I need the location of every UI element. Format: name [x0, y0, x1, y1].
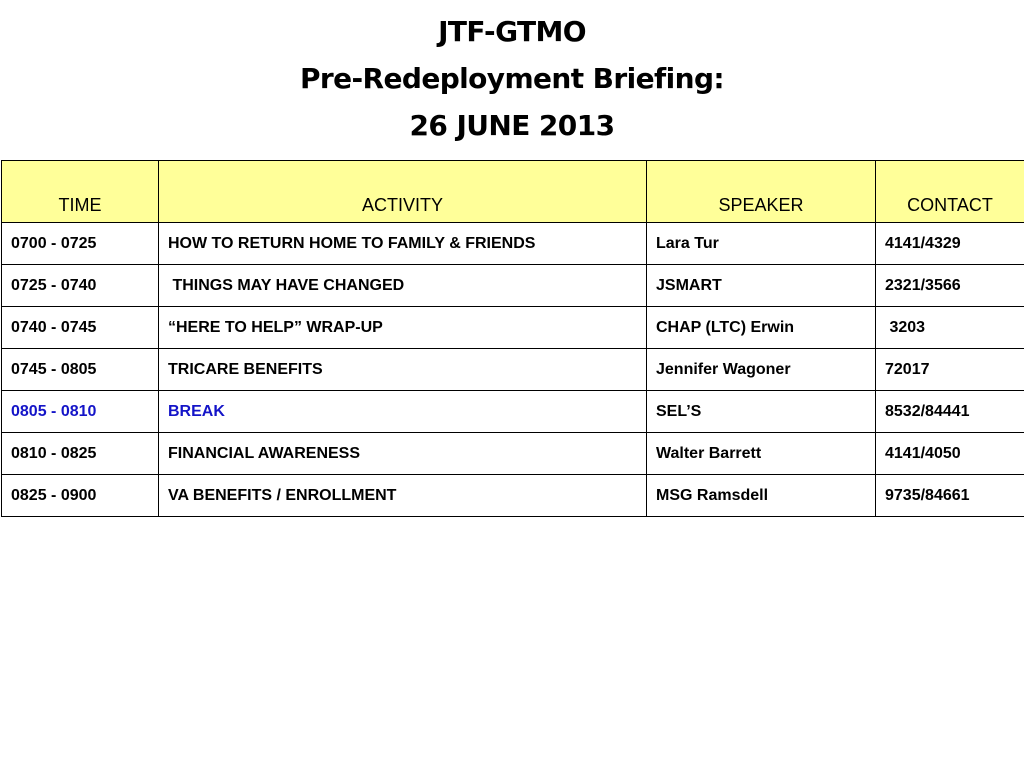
table-row: [2, 265, 1024, 307]
title-line-organization: JTF-GTMO: [438, 15, 586, 48]
column-header-time: TIME: [2, 161, 159, 223]
activity-cell: FINANCIAL AWARENESS: [159, 433, 647, 475]
time-cell: 0740 - 0745: [2, 307, 159, 349]
time-cell: 0745 - 0805: [2, 349, 159, 391]
speaker-cell: JSMART: [647, 265, 876, 307]
activity-cell: THINGS MAY HAVE CHANGED: [159, 265, 647, 307]
speaker-cell: CHAP (LTC) Erwin: [647, 307, 876, 349]
table-row-break: [2, 391, 1024, 433]
time-cell: 0725 - 0740: [2, 265, 159, 307]
page-title: [0, 8, 1024, 149]
header-row: [2, 161, 1024, 223]
speaker-cell: Lara Tur: [647, 223, 876, 265]
activity-cell: VA BENEFITS / ENROLLMENT: [159, 475, 647, 517]
activity-cell: BREAK: [159, 391, 647, 433]
speaker-cell: Walter Barrett: [647, 433, 876, 475]
speaker-cell: MSG Ramsdell: [647, 475, 876, 517]
contact-cell: 9735/84661: [876, 475, 1024, 517]
time-cell: 0700 - 0725: [2, 223, 159, 265]
contact-cell: 72017: [876, 349, 1024, 391]
column-header-speaker: SPEAKER: [647, 161, 876, 223]
title-line-event: Pre-Redeployment Briefing:: [300, 62, 724, 95]
activity-cell: HOW TO RETURN HOME TO FAMILY & FRIENDS: [159, 223, 647, 265]
table-row: [2, 307, 1024, 349]
speaker-cell: Jennifer Wagoner: [647, 349, 876, 391]
speaker-cell: SEL’S: [647, 391, 876, 433]
table-row: [2, 433, 1024, 475]
time-cell: 0825 - 0900: [2, 475, 159, 517]
activity-cell: “HERE TO HELP” WRAP-UP: [159, 307, 647, 349]
contact-cell: 4141/4050: [876, 433, 1024, 475]
contact-cell: 8532/84441: [876, 391, 1024, 433]
title-line-date: 26 JUNE 2013: [409, 109, 615, 142]
table-row: [2, 349, 1024, 391]
schedule-table: [1, 160, 1024, 517]
time-cell: 0805 - 0810: [2, 391, 159, 433]
activity-cell: TRICARE BENEFITS: [159, 349, 647, 391]
contact-cell: 3203: [876, 307, 1024, 349]
table-row: [2, 223, 1024, 265]
table-row: [2, 475, 1024, 517]
time-cell: 0810 - 0825: [2, 433, 159, 475]
column-header-activity: ACTIVITY: [159, 161, 647, 223]
contact-cell: 2321/3566: [876, 265, 1024, 307]
column-header-contact: CONTACT: [876, 161, 1024, 223]
contact-cell: 4141/4329: [876, 223, 1024, 265]
